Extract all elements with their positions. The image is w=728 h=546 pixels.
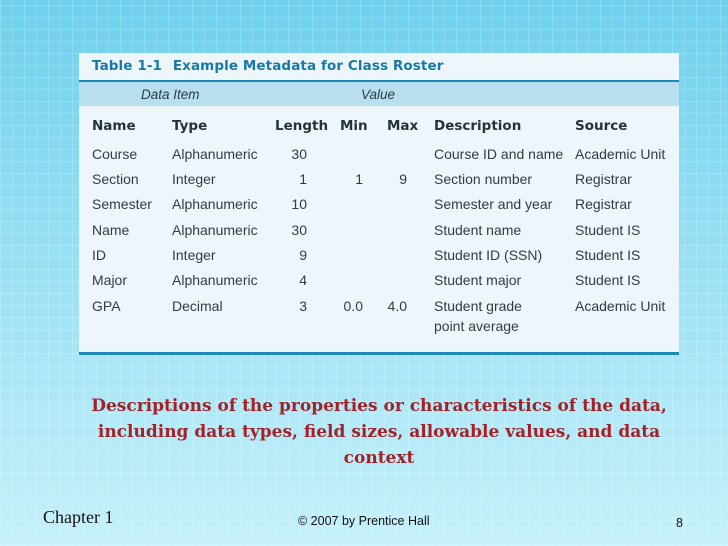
- column-header-description: Description: [434, 118, 522, 134]
- cell-max: 9: [399, 171, 407, 187]
- cell-source: Academic Unit: [575, 298, 666, 314]
- column-header-min: Min: [340, 118, 368, 134]
- metadata-table-figure: [79, 53, 679, 355]
- cell-source: Student IS: [575, 272, 641, 288]
- column-header-name: Name: [92, 118, 136, 134]
- cell-length: 1: [299, 171, 307, 187]
- column-group-band: [79, 82, 679, 106]
- cell-length: 9: [299, 247, 307, 263]
- cell-type: Alphanumeric: [172, 146, 258, 162]
- cell-max: 4.0: [387, 298, 407, 314]
- cell-name: Section: [92, 171, 139, 187]
- chapter-label: Chapter 1: [43, 507, 114, 527]
- column-header-length: Length: [275, 118, 329, 134]
- cell-type: Alphanumeric: [172, 196, 258, 212]
- cell-description: Semester and year: [434, 196, 553, 212]
- cell-description: Student major: [434, 272, 522, 288]
- cell-source: Registrar: [575, 171, 632, 187]
- cell-type: Alphanumeric: [172, 272, 258, 288]
- cell-type: Decimal: [172, 298, 223, 314]
- copyright-notice: © 2007 by Prentice Hall: [298, 514, 430, 528]
- cell-name: GPA: [92, 298, 121, 314]
- cell-type: Integer: [172, 247, 216, 263]
- cell-source: Student IS: [575, 247, 641, 263]
- cell-source: Academic Unit: [575, 146, 666, 162]
- group-header-value: Value: [361, 87, 396, 102]
- cell-description: Student name: [434, 222, 522, 238]
- cell-description-continued: point average: [434, 318, 519, 334]
- table-title-text: Example Metadata for Class Roster: [172, 58, 444, 74]
- cell-name: ID: [92, 247, 106, 263]
- cell-length: 10: [291, 196, 307, 212]
- table-title: [92, 58, 443, 74]
- slide-caption: Descriptions of the properties or characteristics of the data, including data types, field sizes, allowable values, and data context: [91, 396, 667, 468]
- cell-name: Name: [92, 222, 130, 238]
- cell-description: Course ID and name: [434, 146, 564, 162]
- cell-description: Section number: [434, 171, 533, 187]
- cell-length: 30: [291, 146, 307, 162]
- cell-type: Alphanumeric: [172, 222, 258, 238]
- group-header-data-item: Data Item: [141, 87, 200, 102]
- page-number: 8: [676, 516, 683, 530]
- cell-source: Student IS: [575, 222, 641, 238]
- cell-length: 30: [291, 222, 307, 238]
- cell-length: 4: [299, 272, 307, 288]
- cell-type: Integer: [172, 171, 216, 187]
- column-header-type: Type: [172, 118, 208, 134]
- cell-name: Semester: [92, 196, 152, 212]
- column-header-max: Max: [387, 118, 419, 134]
- cell-description: Student grade: [434, 298, 522, 314]
- column-header-source: Source: [575, 118, 628, 134]
- cell-min: 0.0: [343, 298, 363, 314]
- cell-name: Course: [92, 146, 138, 162]
- cell-source: Registrar: [575, 196, 632, 212]
- cell-description: Student ID (SSN): [434, 247, 543, 263]
- table-label: Table 1-1: [92, 58, 163, 74]
- cell-length: 3: [299, 298, 307, 314]
- cell-min: 1: [355, 171, 363, 187]
- cell-name: Major: [92, 272, 128, 288]
